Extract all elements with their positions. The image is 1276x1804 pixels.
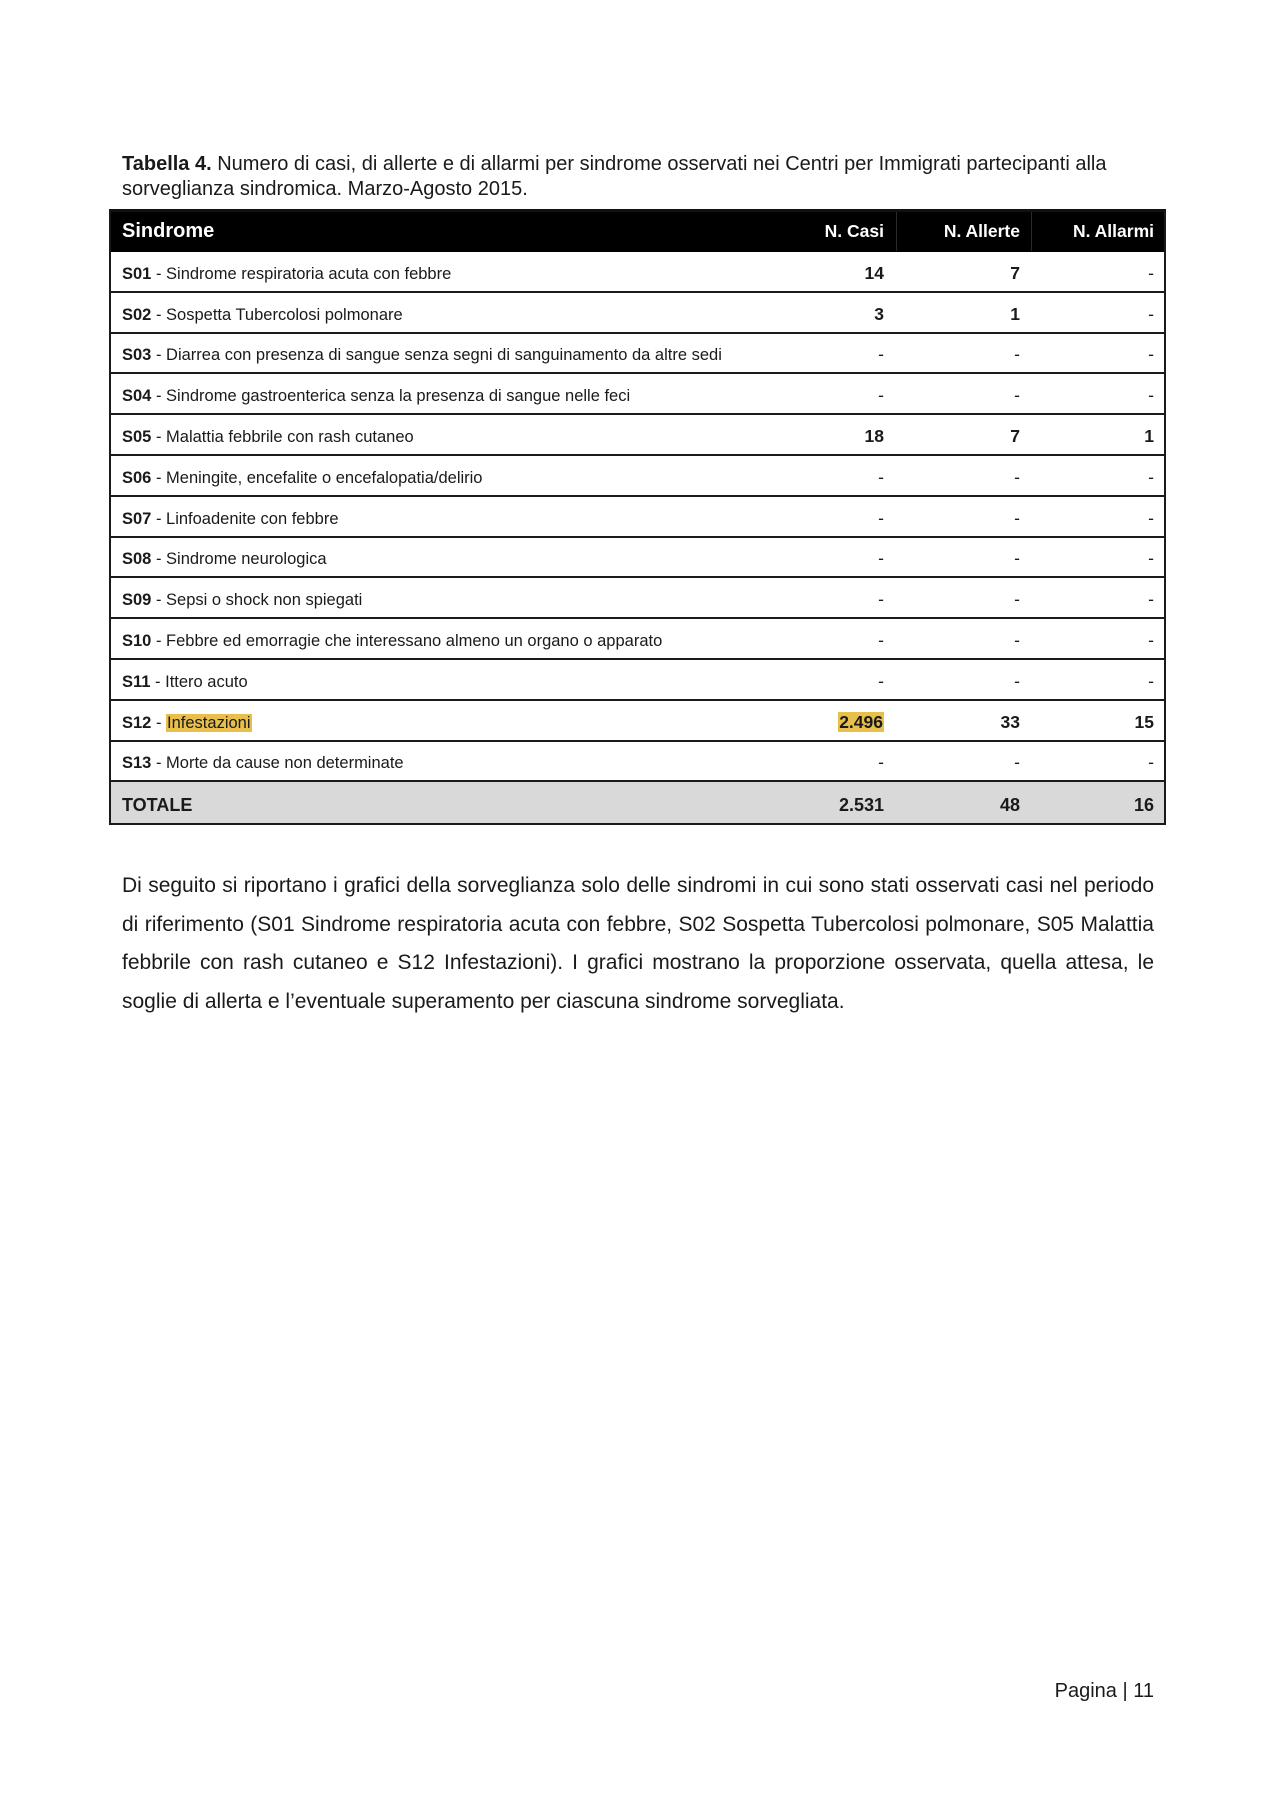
allarmi-cell xyxy=(1031,671,1164,699)
allarmi-cell xyxy=(1031,467,1164,495)
syndrome-cell xyxy=(111,754,759,780)
allarmi-cell xyxy=(1031,508,1164,536)
allerte-value: - xyxy=(1014,629,1020,650)
syndrome-separator: - xyxy=(151,754,167,773)
allarmi-value: - xyxy=(1148,507,1154,528)
syndrome-cell xyxy=(111,510,759,536)
allerte-cell xyxy=(896,304,1031,332)
page-label: Pagina xyxy=(1054,1680,1117,1702)
syndrome-code: S05 xyxy=(122,427,152,446)
syndrome-separator: - xyxy=(151,387,167,406)
allerte-value: 1 xyxy=(1010,303,1020,324)
casi-value: - xyxy=(878,670,884,691)
syndrome-separator: - xyxy=(151,264,167,283)
page-separator: | xyxy=(1122,1680,1128,1702)
casi-cell xyxy=(759,589,896,617)
syndrome-name: Febbre ed emorragie che interessano almeno un organo o apparato xyxy=(166,631,663,650)
syndrome-name: Morte da cause non determinate xyxy=(166,754,404,773)
allerte-cell xyxy=(896,426,1031,454)
allarmi-cell xyxy=(1031,304,1164,332)
syndrome-cell xyxy=(111,306,759,332)
allarmi-cell xyxy=(1031,712,1164,740)
table-row xyxy=(111,701,1164,742)
syndrome-separator: - xyxy=(151,631,167,650)
syndrome-name: Sindrome neurologica xyxy=(166,550,327,569)
casi-value: - xyxy=(878,548,884,569)
allarmi-cell xyxy=(1031,426,1164,454)
table-header-row xyxy=(111,212,1164,252)
allarmi-cell xyxy=(1031,263,1164,291)
allerte-value: - xyxy=(1014,385,1020,406)
syndrome-code: S01 xyxy=(122,264,152,283)
casi-cell xyxy=(759,344,896,372)
syndrome-separator: - xyxy=(151,591,167,610)
casi-cell xyxy=(759,752,896,780)
casi-cell xyxy=(759,548,896,576)
syndrome-cell xyxy=(111,714,759,740)
allerte-cell xyxy=(896,712,1031,740)
syndrome-code: S08 xyxy=(122,550,152,569)
casi-value: - xyxy=(878,752,884,773)
table-row xyxy=(111,334,1164,375)
total-allerte: 48 xyxy=(999,795,1020,816)
syndrome-name: Diarrea con presenza di sangue senza segni di sanguinamento da altre sedi xyxy=(166,346,722,365)
casi-cell xyxy=(759,426,896,454)
total-allarmi: 16 xyxy=(1133,795,1154,816)
table-row xyxy=(111,742,1164,783)
syndrome-name: Malattia febbrile con rash cutaneo xyxy=(166,427,414,446)
syndrome-separator: - xyxy=(151,346,167,365)
syndrome-cell xyxy=(111,428,759,454)
table-caption xyxy=(122,152,1162,202)
allerte-cell xyxy=(896,548,1031,576)
allerte-cell xyxy=(896,263,1031,291)
casi-value: - xyxy=(878,629,884,650)
syndrome-code: S13 xyxy=(122,754,152,773)
syndrome-name: Ittero acuto xyxy=(165,672,248,691)
header-sindrome: Sindrome xyxy=(122,220,215,242)
allarmi-value: - xyxy=(1148,344,1154,365)
header-allarmi: N. Allarmi xyxy=(1031,212,1164,251)
table-row xyxy=(111,538,1164,579)
table-row xyxy=(111,252,1164,293)
allarmi-value: - xyxy=(1148,262,1154,283)
casi-value: 14 xyxy=(864,262,884,283)
allarmi-value: - xyxy=(1148,589,1154,610)
syndrome-code: S07 xyxy=(122,509,152,528)
syndrome-cell xyxy=(111,346,759,372)
allarmi-value: - xyxy=(1148,548,1154,569)
allerte-value: - xyxy=(1014,507,1020,528)
casi-value: - xyxy=(878,344,884,365)
casi-value: - xyxy=(878,589,884,610)
casi-cell xyxy=(759,467,896,495)
allarmi-value: - xyxy=(1148,752,1154,773)
syndrome-separator: - xyxy=(151,713,167,732)
syndrome-name: Sindrome gastroenterica senza la presenza di sangue nelle feci xyxy=(166,387,631,406)
syndrome-separator: - xyxy=(151,427,167,446)
casi-cell xyxy=(759,385,896,413)
casi-cell xyxy=(759,304,896,332)
syndrome-cell xyxy=(111,632,759,658)
syndrome-table xyxy=(109,209,1166,825)
allerte-value: 7 xyxy=(1010,425,1020,446)
allerte-cell xyxy=(896,671,1031,699)
casi-value: 2.496 xyxy=(839,711,883,732)
page-number: 11 xyxy=(1133,1680,1154,1702)
casi-cell xyxy=(759,630,896,658)
allarmi-value: - xyxy=(1148,466,1154,487)
body-paragraph: Di seguito si riportano i grafici della sorveglianza solo delle sindromi in cui sono stati osservati casi nel periodo di riferimento (S01 Sindrome respiratoria acuta con febbre, S02 Sospetta Tubercolosi polmonare, S05 Malattia febbrile con rash cutaneo e S12 Infestazioni). I grafici mostrano la proporzione osservata, quella attesa, le soglie di allerta e l’eventuale superamento per ciascuna sindrome sorvegliata. xyxy=(122,874,1154,1013)
page-footer xyxy=(1055,1680,1154,1703)
syndrome-code: S02 xyxy=(122,305,152,324)
allerte-cell xyxy=(896,752,1031,780)
allerte-value: - xyxy=(1014,752,1020,773)
allarmi-value: - xyxy=(1148,670,1154,691)
syndrome-code: S09 xyxy=(122,591,152,610)
casi-cell xyxy=(759,712,896,740)
table-total-row xyxy=(111,782,1164,823)
allerte-value: - xyxy=(1014,548,1020,569)
table-body xyxy=(111,252,1164,782)
allerte-cell xyxy=(896,589,1031,617)
allerte-value: 33 xyxy=(1000,711,1020,732)
syndrome-separator: - xyxy=(151,550,167,569)
header-allerte: N. Allerte xyxy=(896,212,1031,251)
syndrome-cell xyxy=(111,469,759,495)
syndrome-name: Sindrome respiratoria acuta con febbre xyxy=(166,264,452,283)
total-label: TOTALE xyxy=(122,795,193,816)
allerte-cell xyxy=(896,508,1031,536)
syndrome-separator: - xyxy=(150,672,166,691)
casi-cell xyxy=(759,508,896,536)
allarmi-value: 15 xyxy=(1134,711,1154,732)
allerte-cell xyxy=(896,385,1031,413)
casi-value: 18 xyxy=(864,425,884,446)
table-row xyxy=(111,497,1164,538)
syndrome-code: S10 xyxy=(122,631,152,650)
syndrome-separator: - xyxy=(151,468,167,487)
syndrome-code: S03 xyxy=(122,346,152,365)
allerte-cell xyxy=(896,467,1031,495)
caption-text: Numero di casi, di allerte e di allarmi per sindrome osservati nei Centri per Immigrati partecipanti alla sorveglianza sindromica. Marzo-Agosto 2015. xyxy=(122,153,1107,200)
syndrome-code: S11 xyxy=(122,672,151,691)
total-casi: 2.531 xyxy=(838,795,884,816)
casi-cell xyxy=(759,671,896,699)
syndrome-separator: - xyxy=(151,305,167,324)
caption-label: Tabella 4. xyxy=(122,153,212,175)
header-casi: N. Casi xyxy=(824,221,884,241)
syndrome-code: S12 xyxy=(122,713,152,732)
syndrome-separator: - xyxy=(151,509,167,528)
allerte-value: 7 xyxy=(1010,262,1020,283)
syndrome-name: Linfoadenite con febbre xyxy=(166,509,339,528)
table-row xyxy=(111,374,1164,415)
allarmi-cell xyxy=(1031,548,1164,576)
allerte-value: - xyxy=(1014,344,1020,365)
table-row xyxy=(111,456,1164,497)
allerte-value: - xyxy=(1014,589,1020,610)
syndrome-code: S06 xyxy=(122,468,152,487)
table-row xyxy=(111,578,1164,619)
table-row xyxy=(111,619,1164,660)
allerte-value: - xyxy=(1014,670,1020,691)
syndrome-name: Sepsi o shock non spiegati xyxy=(166,591,363,610)
table-row xyxy=(111,293,1164,334)
allarmi-value: - xyxy=(1148,385,1154,406)
casi-value: - xyxy=(878,507,884,528)
allarmi-value: - xyxy=(1148,629,1154,650)
allerte-value: - xyxy=(1014,466,1020,487)
table-row xyxy=(111,415,1164,456)
allarmi-value: - xyxy=(1148,303,1154,324)
allarmi-cell xyxy=(1031,630,1164,658)
syndrome-cell xyxy=(111,387,759,413)
allerte-cell xyxy=(896,344,1031,372)
syndrome-code: S04 xyxy=(122,387,152,406)
syndrome-cell xyxy=(111,591,759,617)
allarmi-cell xyxy=(1031,752,1164,780)
casi-cell xyxy=(759,263,896,291)
syndrome-cell xyxy=(111,265,759,291)
casi-value: - xyxy=(878,385,884,406)
allarmi-cell xyxy=(1031,589,1164,617)
allarmi-cell xyxy=(1031,385,1164,413)
table-row xyxy=(111,660,1164,701)
syndrome-cell xyxy=(111,550,759,576)
syndrome-name: Meningite, encefalite o encefalopatia/delirio xyxy=(166,468,483,487)
casi-value: 3 xyxy=(874,303,884,324)
allarmi-value: 1 xyxy=(1144,425,1154,446)
allerte-cell xyxy=(896,630,1031,658)
allarmi-cell xyxy=(1031,344,1164,372)
syndrome-name: Sospetta Tubercolosi polmonare xyxy=(166,305,403,324)
casi-value: - xyxy=(878,466,884,487)
syndrome-name: Infestazioni xyxy=(167,713,251,732)
syndrome-cell xyxy=(111,673,759,699)
